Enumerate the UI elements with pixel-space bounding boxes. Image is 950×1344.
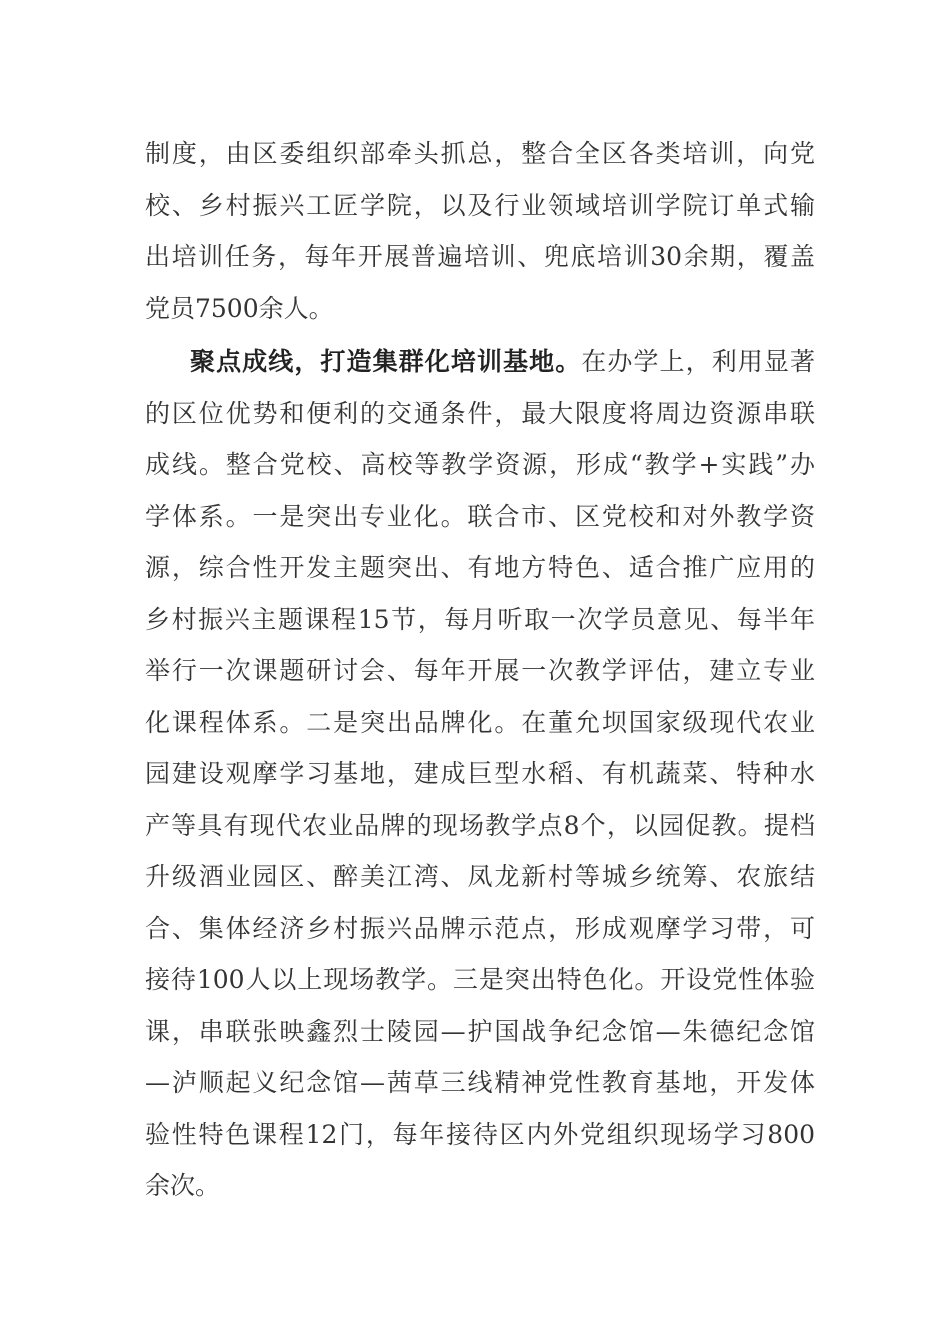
paragraph-line: 党员7500余人。 (145, 293, 334, 323)
paragraph-line: 成线。整合党校、高校等教学资源，形成“教学+实践”办 (145, 450, 815, 479)
paragraph-line: 源，综合性开发主题突出、有地方特色、适合推广应用的 (145, 553, 815, 582)
paragraph-line: 制度，由区委组织部牵头抓总，整合全区各类培训，向党 (145, 139, 815, 168)
paragraph-line: 出培训任务，每年开展普遍培训、兜底培训30余期，覆盖 (145, 242, 815, 271)
paragraph-heading-rest: 在办学上，利用显著 (581, 347, 815, 376)
paragraph-line: 化课程体系。二是突出品牌化。在董允坝国家级现代农业 (145, 707, 815, 737)
paragraph-line: 合、集体经济乡村振兴品牌示范点，形成观摩学习带，可 (145, 913, 815, 943)
paragraph-line: 学体系。一是突出专业化。联合市、区党校和对外教学资 (145, 501, 815, 531)
paragraph-training-base (145, 336, 815, 1212)
paragraph-line: 余次。 (145, 1171, 221, 1200)
paragraph-line: 的区位优势和便利的交通条件，最大限度将周边资源串联 (145, 398, 815, 428)
paragraph-line: 验性特色课程12门，每年接待区内外党组织现场学习800 (145, 1119, 815, 1149)
paragraph-line: —泸顺起义纪念馆—茜草三线精神党性教育基地，开发体 (145, 1068, 815, 1097)
paragraph-line: 园建设观摩学习基地，建成巨型水稻、有机蔬菜、特种水 (145, 759, 815, 788)
paragraph-first-line (145, 336, 815, 388)
paragraph-heading: 聚点成线，打造集群化培训基地。 (190, 347, 582, 376)
paragraph-line: 乡村振兴主题课程15节，每月听取一次学员意见、每半年 (145, 604, 815, 634)
paragraph-line: 举行一次课题研讨会、每年开展一次教学评估，建立专业 (145, 656, 815, 685)
paragraph-line: 校、乡村振兴工匠学院，以及行业领域培训学院订单式输 (145, 190, 815, 220)
paragraph-line: 升级酒业园区、醉美江湾、凤龙新村等城乡统筹、农旅结 (145, 862, 815, 891)
paragraph-line: 课，串联张映鑫烈士陵园—护国战争纪念馆—朱德纪念馆 (145, 1016, 815, 1046)
paragraph-line: 产等具有现代农业品牌的现场教学点8个，以园促教。提档 (145, 810, 815, 840)
paragraph-training-system (145, 128, 815, 334)
paragraph-line: 接待100人以上现场教学。三是突出特色化。开设党性体验 (145, 965, 815, 994)
